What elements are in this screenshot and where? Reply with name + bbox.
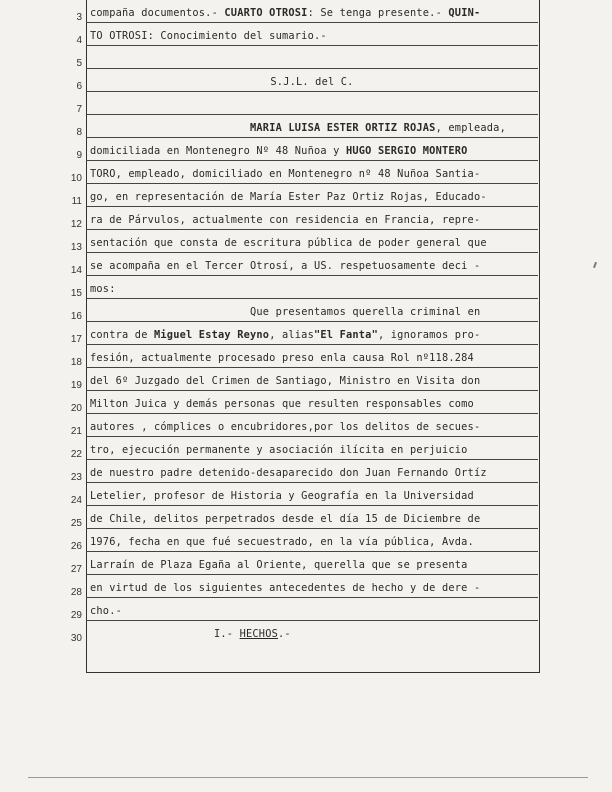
line-number: 13	[70, 242, 82, 253]
line-text: se acompaña en el Tercer Otrosí, a US. respetuosamente deci -	[90, 260, 481, 272]
line-number: 5	[76, 58, 82, 69]
document-line	[0, 184, 612, 207]
line-text: MARIA LUISA ESTER ORTIZ ROJAS, empleada,	[250, 122, 506, 134]
line-text: Milton Juica y demás personas que resulten responsables como	[90, 398, 474, 410]
line-number: 11	[71, 196, 82, 207]
line-number: 25	[70, 518, 82, 529]
document-line	[0, 529, 612, 552]
line-number: 17	[70, 334, 82, 345]
line-number: 9	[76, 150, 82, 161]
line-text: mos:	[90, 283, 116, 295]
line-number: 22	[70, 449, 82, 460]
line-number: 16	[70, 311, 82, 322]
line-text: contra de Miguel Estay Reyno, alias"El Fanta", ignoramos pro-	[90, 329, 481, 341]
document-line	[0, 207, 612, 230]
document-line	[0, 115, 612, 138]
line-number: 27	[70, 564, 82, 575]
line-number: 24	[70, 495, 82, 506]
line-number: 26	[70, 541, 82, 552]
line-text: Larraín de Plaza Egaña al Oriente, querella que se presenta	[90, 559, 468, 571]
line-number: 6	[76, 81, 82, 92]
document-line	[0, 23, 612, 46]
line-text: en virtud de los siguientes antecedentes de hecho y de dere -	[90, 582, 481, 594]
line-number: 18	[70, 357, 82, 368]
line-text: 1976, fecha en que fué secuestrado, en la vía pública, Avda.	[90, 536, 474, 548]
line-text: go, en representación de María Ester Paz Ortiz Rojas, Educado-	[90, 191, 487, 203]
document-line	[0, 322, 612, 345]
line-number: 20	[70, 403, 82, 414]
line-text: S.J.L. del C.	[270, 76, 354, 88]
line-text: ra de Párvulos, actualmente con residencia en Francia, repre-	[90, 214, 481, 226]
document-line	[0, 506, 612, 529]
line-number: 21	[70, 426, 82, 437]
line-text: Que presentamos querella criminal en	[250, 306, 481, 318]
document-line	[0, 460, 612, 483]
line-number: 29	[70, 610, 82, 621]
document-line	[0, 575, 612, 598]
document-line	[0, 0, 612, 23]
line-text: tro, ejecución permanente y asociación ilícita en perjuicio	[90, 444, 468, 456]
line-number: 10	[70, 173, 82, 184]
document-line	[0, 368, 612, 391]
line-text: I.- HECHOS.-	[214, 628, 291, 640]
line-text: cho.-	[90, 605, 122, 617]
line-text: de Chile, delitos perpetrados desde el día 15 de Diciembre de	[90, 513, 481, 525]
line-number: 4	[76, 35, 82, 46]
line-number: 15	[70, 288, 82, 299]
document-line	[0, 299, 612, 322]
line-text: autores , cómplices o encubridores,por los delitos de secues-	[90, 421, 481, 433]
line-number: 19	[70, 380, 82, 391]
line-number: 12	[70, 219, 82, 230]
line-number: 14	[70, 265, 82, 276]
line-text: TORO, empleado, domiciliado en Montenegro nº 48 Ñuñoa Santia-	[90, 168, 481, 180]
document-line	[0, 391, 612, 414]
line-number: 7	[76, 104, 82, 115]
document-line	[0, 230, 612, 253]
line-text: de nuestro padre detenido-desaparecido don Juan Fernando Ortíz	[90, 467, 487, 479]
document-line	[0, 69, 612, 92]
document-line	[0, 437, 612, 460]
line-number: 23	[70, 472, 82, 483]
line-text: domiciliada en Montenegro Nº 48 Ñuñoa y HUGO SERGIO MONTERO	[90, 145, 468, 157]
document-line	[0, 414, 612, 437]
document-line	[0, 276, 612, 299]
document-line	[0, 161, 612, 184]
footer-divider	[28, 777, 588, 778]
line-text: TO OTROSI: Conocimiento del sumario.-	[90, 30, 327, 42]
line-text: compaña documentos.- CUARTO OTROSI: Se tenga presente.- QUIN-	[90, 7, 481, 19]
line-number: 28	[70, 587, 82, 598]
line-text: fesión, actualmente procesado preso enla causa Rol nº118.284	[90, 352, 474, 364]
document-line	[0, 46, 612, 69]
document-line	[0, 345, 612, 368]
document-line	[0, 92, 612, 115]
line-text: sentación que consta de escritura pública de poder general que	[90, 237, 487, 249]
document-line	[0, 621, 612, 644]
document-line	[0, 483, 612, 506]
document-line	[0, 552, 612, 575]
line-text: Letelier, profesor de Historia y Geografía en la Universidad	[90, 490, 474, 502]
line-text: del 6º Juzgado del Crimen de Santiago, Ministro en Visita don	[90, 375, 481, 387]
document-line	[0, 598, 612, 621]
line-number: 8	[76, 127, 82, 138]
document-line	[0, 138, 612, 161]
line-number: 3	[76, 12, 82, 23]
line-number: 30	[70, 633, 82, 644]
document-line	[0, 253, 612, 276]
